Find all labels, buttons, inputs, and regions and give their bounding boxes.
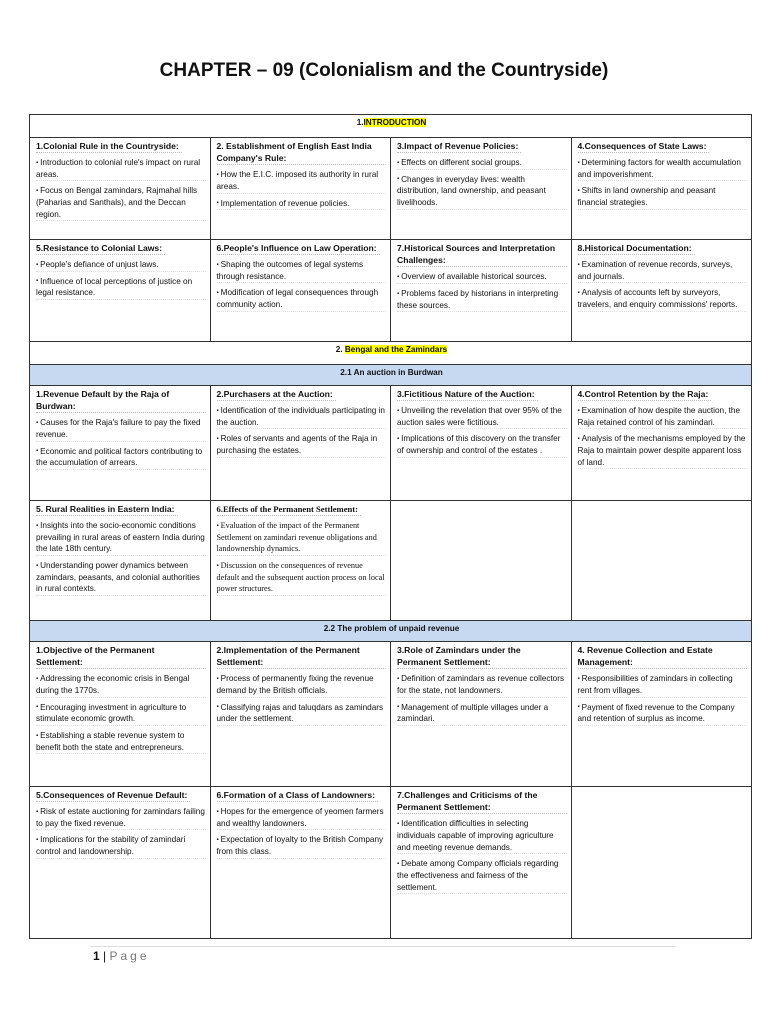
topic-cell <box>210 501 391 621</box>
bullet-point: ▪ Addressing the economic crisis in Bengal during the 1770s. <box>36 673 206 697</box>
page-number: 1 <box>93 949 100 963</box>
bullet-point: ▪ Problems faced by historians in interpreting these sources. <box>397 288 567 312</box>
topic-cell <box>30 787 211 939</box>
bullet-point: ▪ Shifts in land ownership and peasant financial strategies. <box>578 185 748 209</box>
topic-cell <box>571 240 752 342</box>
bullet-point: ▪ Management of multiple villages under a zamindari. <box>397 702 567 726</box>
bullet-point: ▪ Roles of servants and agents of the Raja in purchasing the estates. <box>217 433 387 457</box>
topic-heading: 8.Historical Documentation: <box>578 242 695 255</box>
table-row <box>30 642 752 787</box>
topic-heading: 4.Control Retention by the Raja: <box>578 388 712 401</box>
chapter-summary-table <box>29 114 752 939</box>
topic-cell <box>210 386 391 501</box>
topic-heading: 2.Implementation of the Permanent Settlement: <box>217 644 387 669</box>
bullet-point: ▪ Establishing a stable revenue system to benefit both the state and entrepreneurs. <box>36 730 206 754</box>
bullet-point: ▪ Responsibilities of zamindars in collecting rent from villages. <box>578 673 748 697</box>
bullet-point: ▪ Effects on different social groups. <box>397 157 567 170</box>
empty-cell <box>391 501 572 621</box>
bullet-point: ▪ Economic and political factors contributing to the accumulation of arrears. <box>36 446 206 470</box>
bullet-point: ▪ Debate among Company officials regarding the effectiveness and fairness of the settlement. <box>397 858 567 894</box>
table-row <box>30 501 752 621</box>
topic-heading: 4.Consequences of State Laws: <box>578 140 710 153</box>
topic-heading: 2. Establishment of English East India Company's Rule: <box>217 140 387 165</box>
topic-heading: 2.Purchasers at the Auction: <box>217 388 336 401</box>
table-row <box>30 787 752 939</box>
topic-cell <box>210 642 391 787</box>
topic-cell <box>391 642 572 787</box>
bullet-point: ▪ Analysis of the mechanisms employed by the Raja to maintain power despite apparent loss of land. <box>578 433 748 469</box>
topic-heading: 6.People's Influence on Law Operation: <box>217 242 380 255</box>
topic-cell <box>391 240 572 342</box>
section-title-introduction: INTRODUCTION <box>363 118 427 127</box>
bullet-point: ▪ Hopes for the emergence of yeomen farmers and wealthy landowners. <box>217 806 387 830</box>
topic-heading: 6.Effects of the Permanent Settlement: <box>217 503 362 516</box>
topic-cell <box>30 501 211 621</box>
bullet-point: ▪ Insights into the socio-economic conditions prevailing in rural areas of eastern India during the late 18th century. <box>36 520 206 556</box>
bullet-point: ▪ Classifying rajas and taluqdars as zamindars under the settlement. <box>217 702 387 726</box>
bullet-point: ▪ Focus on Bengal zamindars, Rajmahal hills (Paharias and Santhals), and the Deccan region. <box>36 185 206 221</box>
bullet-point: ▪ Identification difficulties in selecting individuals capable of improving agriculture and meeting revenue demands. <box>397 818 567 854</box>
topic-cell <box>30 240 211 342</box>
topic-heading: 3.Role of Zamindars under the Permanent Settlement: <box>397 644 567 669</box>
subsection-title: 2.2 The problem of unpaid revenue <box>30 621 752 642</box>
topic-cell <box>571 386 752 501</box>
topic-cell <box>571 138 752 240</box>
bullet-point: ▪ Examination of revenue records, surveys, and journals. <box>578 259 748 283</box>
page-separator: | <box>99 949 110 963</box>
bullet-point: ▪ Unveiling the revelation that over 95% of the auction sales were fictitious. <box>397 405 567 429</box>
topic-cell <box>30 642 211 787</box>
topic-heading: 7.Challenges and Criticisms of the Permanent Settlement: <box>397 789 567 814</box>
bullet-point: ▪ Introduction to colonial rule's impact on rural areas. <box>36 157 206 181</box>
section-title-bengal: Bengal and the Zamindars <box>344 345 448 354</box>
topic-heading: 5. Rural Realities in Eastern India: <box>36 503 178 516</box>
bullet-point: ▪ Implementation of revenue policies. <box>217 198 387 211</box>
bullet-point: ▪ How the E.I.C. imposed its authority in rural areas. <box>217 169 387 193</box>
bullet-point: ▪ Implications of this discovery on the transfer of ownership and control of the estates . <box>397 433 567 457</box>
bullet-point: ▪ Payment of fixed revenue to the Company and retention of surplus as income. <box>578 702 748 726</box>
topic-cell <box>391 787 572 939</box>
topic-cell <box>30 386 211 501</box>
table-row <box>30 386 752 501</box>
topic-cell <box>210 138 391 240</box>
bullet-point: ▪ Determining factors for wealth accumulation and impoverishment. <box>578 157 748 181</box>
section-header-bengal <box>30 342 752 365</box>
topic-heading: 5.Resistance to Colonial Laws: <box>36 242 165 255</box>
topic-heading: 3.Impact of Revenue Policies: <box>397 140 521 153</box>
bullet-point: ▪ Changes in everyday lives: wealth distribution, land ownership, and peasant livelihoods. <box>397 174 567 210</box>
bullet-point: ▪ Expectation of loyalty to the British Company from this class. <box>217 834 387 858</box>
page-title: CHAPTER – 09 (Colonialism and the Countryside) <box>159 60 609 81</box>
subsection-header-auction <box>30 365 752 386</box>
bullet-point: ▪ Identification of the individuals participating in the auction. <box>217 405 387 429</box>
topic-heading: 6.Formation of a Class of Landowners: <box>217 789 379 802</box>
topic-cell <box>30 138 211 240</box>
bullet-point: ▪ Analysis of accounts left by surveyors, travelers, and enquiry commissions' reports. <box>578 287 748 311</box>
subsection-title: 2.1 An auction in Burdwan <box>30 365 752 386</box>
topic-heading: 3.Fictitious Nature of the Auction: <box>397 388 538 401</box>
bullet-point: ▪ Definition of zamindars as revenue collectors for the state, not landowners. <box>397 673 567 697</box>
topic-heading: 1.Objective of the Permanent Settlement: <box>36 644 206 669</box>
empty-cell <box>571 501 752 621</box>
footer-divider <box>90 946 676 947</box>
bullet-point: ▪ Risk of estate auctioning for zamindars failing to pay the fixed revenue. <box>36 806 206 830</box>
topic-cell <box>571 642 752 787</box>
bullet-point: ▪ Examination of how despite the auction, the Raja retained control of his zamindari. <box>578 405 748 429</box>
empty-cell <box>571 787 752 939</box>
bullet-point: ▪ People's defiance of unjust laws. <box>36 259 206 272</box>
page-label: Page <box>109 949 150 963</box>
bullet-point: ▪ Causes for the Raja's failure to pay the fixed revenue. <box>36 417 206 441</box>
topic-heading: 1.Revenue Default by the Raja of Burdwan: <box>36 388 206 413</box>
section-number: 2. <box>335 345 345 354</box>
bullet-point: ▪ Modification of legal consequences through community action. <box>217 287 387 311</box>
bullet-point: ▪ Encouraging investment in agriculture to stimulate economic growth. <box>36 702 206 726</box>
bullet-point: ▪ Influence of local perceptions of justice on legal resistance. <box>36 276 206 300</box>
table-row <box>30 138 752 240</box>
page-footer <box>93 949 150 963</box>
section-number: 1. <box>356 118 364 127</box>
topic-cell <box>210 787 391 939</box>
topic-heading: 5.Consequences of Revenue Default: <box>36 789 190 802</box>
bullet-point: ▪ Shaping the outcomes of legal systems through resistance. <box>217 259 387 283</box>
table-row <box>30 240 752 342</box>
topic-heading: 4. Revenue Collection and Estate Management: <box>578 644 748 669</box>
subsection-header-unpaid <box>30 621 752 642</box>
bullet-point: ▪ Implications for the stability of zamindari control and landownership. <box>36 834 206 858</box>
topic-heading: 7.Historical Sources and Interpretation Challenges: <box>397 242 567 267</box>
topic-cell <box>391 386 572 501</box>
section-header-introduction <box>30 115 752 138</box>
topic-cell <box>210 240 391 342</box>
topic-heading: 1.Colonial Rule in the Countryside: <box>36 140 182 153</box>
bullet-point: ▪ Understanding power dynamics between zamindars, peasants, and colonial authorities in rural contexts. <box>36 560 206 596</box>
bullet-point: ▪ Overview of available historical sources. <box>397 271 567 284</box>
topic-cell <box>391 138 572 240</box>
bullet-point: ▪ Evaluation of the impact of the Permanent Settlement on zamindari revenue obligations and landownership dynamics. <box>217 520 387 556</box>
bullet-point: ▪ Process of permanently fixing the revenue demand by the British officials. <box>217 673 387 697</box>
bullet-point: ▪ Discussion on the consequences of revenue default and the subsequent auction process on local power structures. <box>217 560 387 596</box>
